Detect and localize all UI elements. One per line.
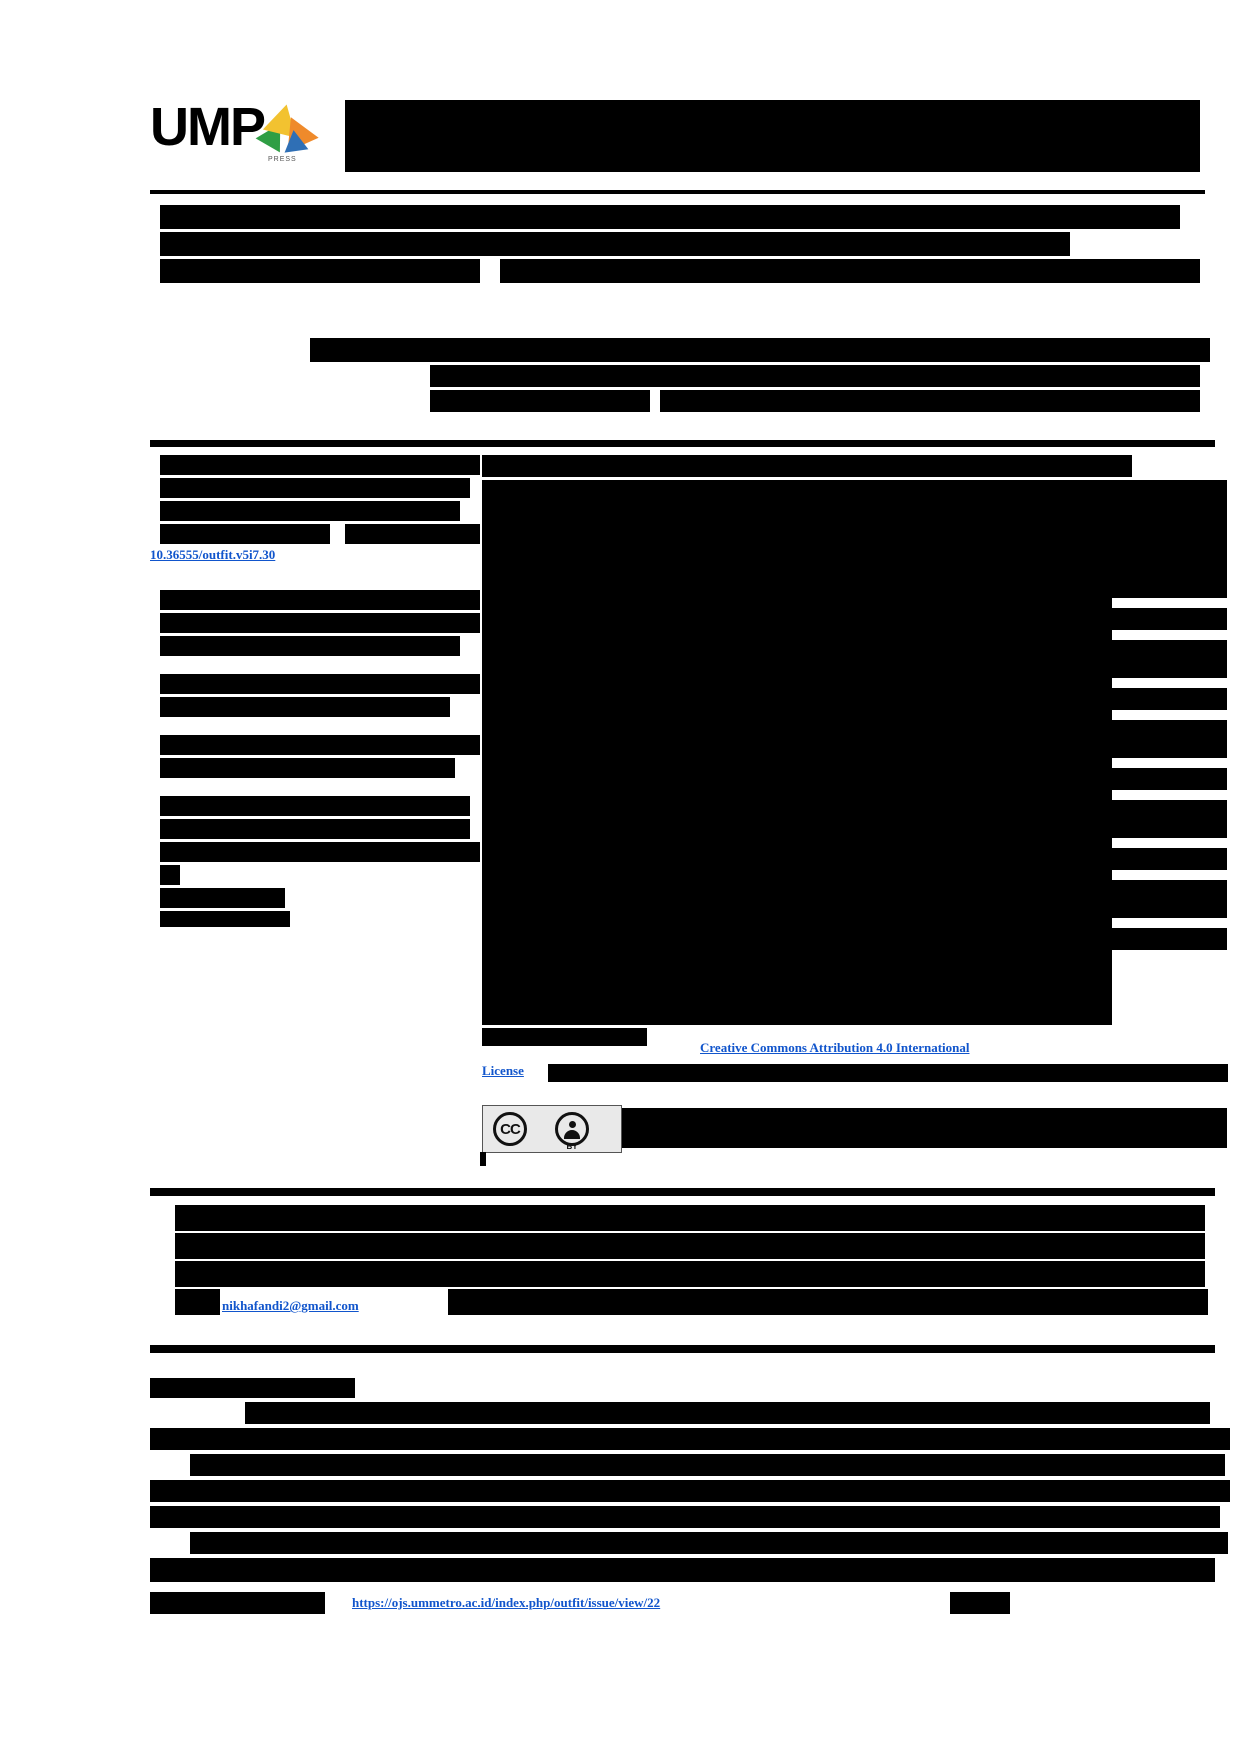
badge-right-bar <box>622 1108 1227 1148</box>
metadata-line-1 <box>160 455 480 475</box>
section-rule-top <box>150 440 1215 447</box>
body-gutter-6 <box>150 1554 1240 1558</box>
abstract-right-fill-3 <box>1112 640 1227 678</box>
metadata-line-4 <box>160 524 330 544</box>
section-rule-middle <box>150 1188 1215 1196</box>
abstract-tail-line-1 <box>482 1002 1112 1024</box>
metadata-line-17 <box>160 888 285 908</box>
body-line-4 <box>150 1480 1230 1504</box>
abstract-right-fill-5 <box>1112 720 1227 758</box>
abstract-heading <box>482 455 1132 477</box>
body-line-3 <box>150 1454 1225 1478</box>
publisher-logo <box>150 97 350 172</box>
body-line-2 <box>150 1428 1230 1452</box>
by-label: BY <box>566 1142 578 1151</box>
abstract-right-fill-2 <box>1112 608 1227 630</box>
by-person-body-icon <box>564 1130 580 1139</box>
journal-url-link[interactable]: https://ojs.ummetro.ac.id/index.php/outfit/issue/view/22 <box>352 1595 661 1610</box>
body-indent-notch-2 <box>150 1454 190 1478</box>
metadata-line-14 <box>160 819 470 839</box>
metadata-line-18 <box>160 911 290 927</box>
license-tail-bar <box>548 1064 1228 1082</box>
metadata-line-7 <box>160 613 480 633</box>
masthead-rule <box>150 190 1205 194</box>
metadata-line-15 <box>160 842 480 862</box>
body-gutter-2 <box>150 1450 1240 1454</box>
abstract-right-fill-10 <box>1112 928 1227 950</box>
body-gutter-5 <box>150 1528 1240 1532</box>
license-link-continued[interactable]: License <box>482 1063 524 1078</box>
body-gutter-3 <box>150 1476 1240 1480</box>
cc-icon: CC <box>493 1112 527 1146</box>
metadata-line-5 <box>345 524 480 544</box>
metadata-line-9 <box>160 674 480 694</box>
authors-line-4 <box>660 390 1200 412</box>
badge-underline <box>480 1152 486 1166</box>
correspondence-line-4 <box>175 1289 220 1315</box>
license-link[interactable]: Creative Commons Attribution 4.0 International <box>700 1040 970 1055</box>
title-line-2 <box>160 232 1070 256</box>
authors-line-2 <box>430 365 1200 387</box>
abstract-right-fill-6 <box>1112 768 1227 790</box>
section-rule-lower <box>150 1345 1215 1353</box>
correspondence-line-3 <box>175 1261 1205 1287</box>
body-line-7 <box>150 1558 1215 1582</box>
title-line-3 <box>160 259 480 283</box>
metadata-line-12 <box>160 758 455 778</box>
abstract-right-fill-1 <box>1112 480 1227 598</box>
metadata-line-11 <box>160 735 480 755</box>
body-gutter-4 <box>150 1502 1240 1506</box>
metadata-line-3 <box>160 501 460 521</box>
footer-left-bar <box>150 1592 325 1614</box>
logo-subtext: PRESS <box>268 156 297 163</box>
abstract-right-fill-8 <box>1112 848 1227 870</box>
metadata-line-6 <box>160 590 480 610</box>
authors-line-3 <box>430 390 650 412</box>
body-line-1 <box>150 1402 1210 1426</box>
logo-star-blue-icon <box>282 128 309 152</box>
abstract-body <box>482 480 1112 1025</box>
abstract-right-fill-7 <box>1112 800 1227 838</box>
metadata-line-10 <box>160 697 450 717</box>
masthead-block <box>345 100 1200 172</box>
creative-commons-badge <box>482 1105 622 1153</box>
body-line-5 <box>150 1506 1220 1530</box>
correspondence-line-1 <box>175 1205 1205 1231</box>
body-line-6 <box>150 1532 1228 1556</box>
logo-letters: UMP <box>150 97 264 157</box>
metadata-line-13 <box>160 796 470 816</box>
authors-line-1 <box>310 338 1210 362</box>
body-heading <box>150 1378 355 1398</box>
by-person-head-icon <box>569 1121 576 1128</box>
body-indent-notch-1 <box>150 1402 245 1426</box>
correspondence-line-5 <box>448 1289 1208 1315</box>
footer-right-bar <box>950 1592 1010 1614</box>
body-gutter-1 <box>150 1424 1240 1428</box>
metadata-line-16 <box>160 865 180 885</box>
abstract-tail-line-2 <box>482 1028 647 1046</box>
doi-link[interactable]: 10.36555/outfit.v5i7.30 <box>150 547 276 562</box>
body-indent-notch-3 <box>150 1532 190 1556</box>
abstract-right-fill-9 <box>1112 880 1227 918</box>
correspondence-line-2 <box>175 1233 1205 1259</box>
metadata-line-2 <box>160 478 470 498</box>
abstract-right-fill-4 <box>1112 688 1227 710</box>
title-tail <box>500 259 1200 283</box>
email-link[interactable]: nikhafandi2@gmail.com <box>222 1298 359 1313</box>
metadata-line-8 <box>160 636 460 656</box>
title-line-1 <box>160 205 1180 229</box>
by-icon <box>555 1112 589 1146</box>
